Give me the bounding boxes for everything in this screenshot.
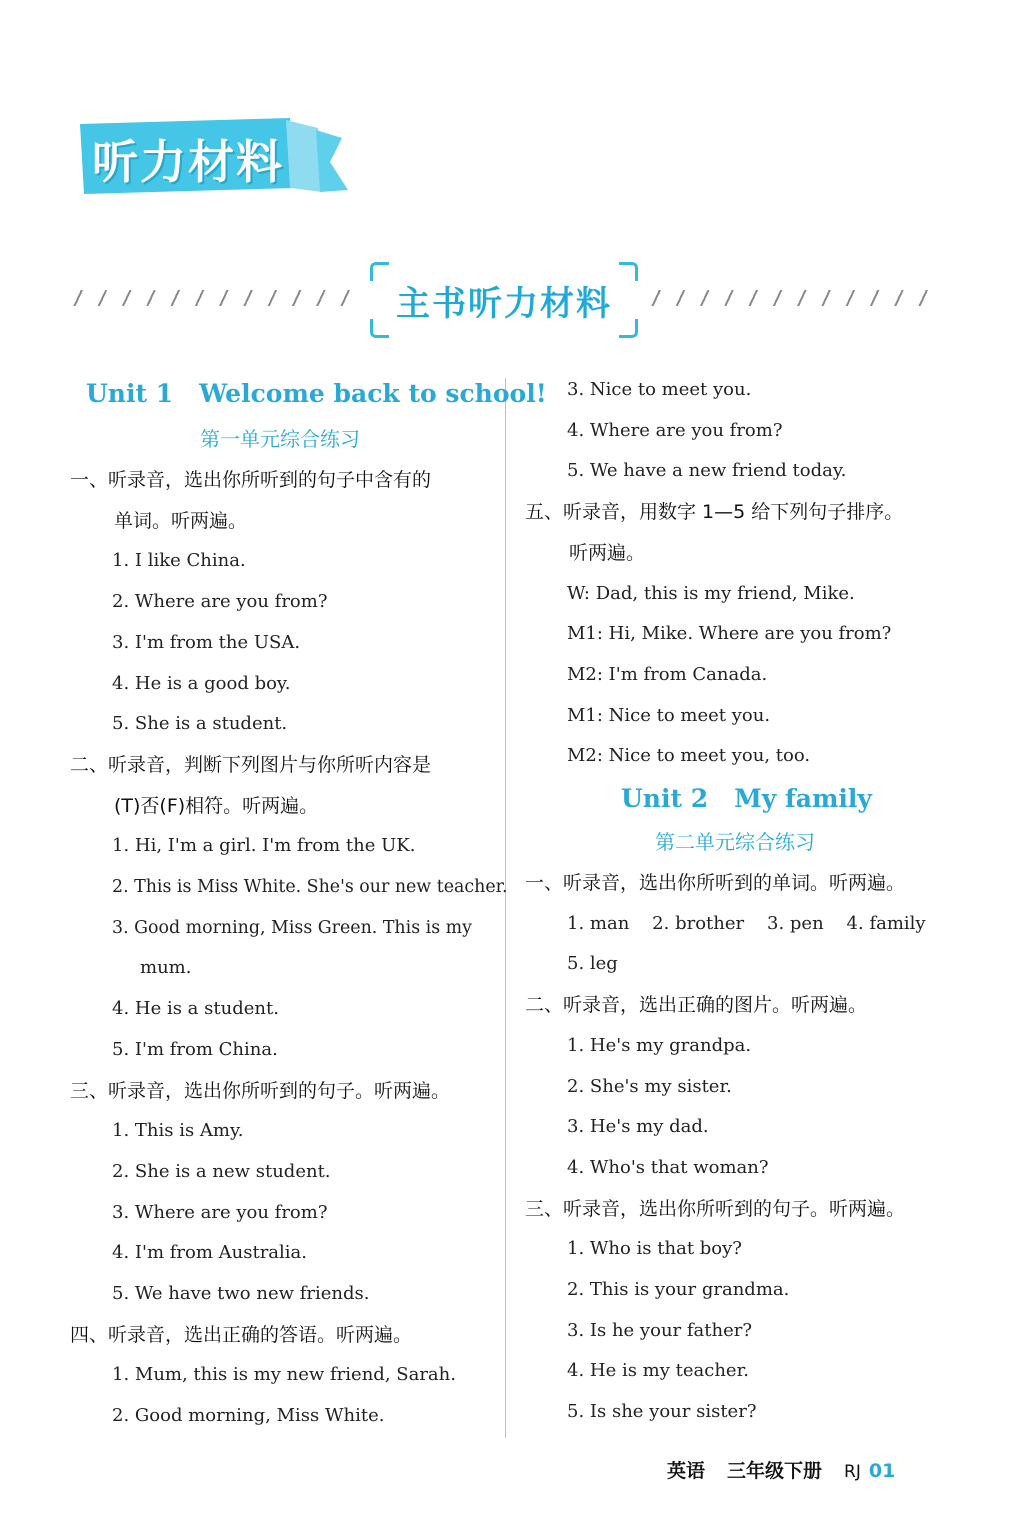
list-item: 4. He is my teacher.	[567, 1360, 749, 1382]
dialogue-line: M2: Nice to meet you, too.	[567, 745, 811, 767]
exercise-subtitle: 第二单元综合练习	[655, 830, 815, 855]
list-item: 1. This is Amy.	[112, 1120, 244, 1142]
list-item: 4. Where are you from?	[567, 419, 783, 441]
unit-name: Welcome back to school!	[199, 379, 547, 408]
list-item: 5. I'm from China.	[112, 1038, 278, 1060]
list-item: 2. Good morning, Miss White.	[112, 1405, 385, 1427]
list-item: 1. Hi, I'm a girl. I'm from the UK.	[112, 835, 416, 857]
list-item: 2. Where are you from?	[112, 591, 328, 613]
list-item: 4. He is a student.	[112, 998, 279, 1020]
list-item: 1. I like China.	[112, 550, 246, 572]
list-item: 4. He is a good boy.	[112, 672, 291, 694]
list-item: 5. Is she your sister?	[567, 1401, 757, 1423]
question-title: 四、听录音，选出正确的答语。听两遍。	[70, 1323, 413, 1346]
unit-number: Unit 1	[86, 379, 174, 408]
question-title: 二、听录音，判断下列图片与你所听内容是	[70, 753, 432, 776]
list-item: 3. Nice to meet you.	[567, 379, 752, 400]
question-title: 一、听录音，选出你所听到的句子中含有的	[70, 469, 432, 491]
list-item: 1. Mum, this is my new friend, Sarah.	[112, 1364, 456, 1386]
column-divider	[505, 378, 506, 1438]
list-item: 5. We have a new friend today.	[567, 460, 847, 482]
question-heading	[525, 1189, 945, 1230]
question-title: 一、听录音，选出你所听到的单词。听两遍。	[525, 872, 906, 895]
page-number: 01	[868, 1460, 896, 1482]
right-column	[525, 370, 945, 1433]
list-item: 2. This is your grandma.	[567, 1279, 790, 1301]
list-item: 5. We have two new friends.	[112, 1283, 370, 1305]
unit-title	[70, 370, 547, 418]
section-title: 主书听力材料	[396, 284, 612, 324]
dialogue-line: M1: Hi, Mike. Where are you from?	[567, 623, 892, 645]
list-item: 4. Who's that woman?	[567, 1156, 769, 1178]
section-header	[72, 262, 938, 338]
list-item: 3. Where are you from?	[112, 1201, 328, 1223]
footer-edition: RJ	[844, 1462, 861, 1482]
list-item: 3. Good morning, Miss Green. This is my	[112, 917, 472, 938]
dialogue-line: M2: I'm from Canada.	[567, 663, 768, 685]
footer-subject: 英语	[667, 1460, 706, 1482]
list-item: 2. She is a new student.	[112, 1160, 331, 1182]
question-title: 三、听录音，选出你所听到的句子。听两遍。	[525, 1197, 906, 1220]
unit-title	[525, 777, 945, 821]
list-item: 5. She is a student.	[112, 713, 288, 735]
question-title: 二、听录音，选出正确的图片。听两遍。	[525, 994, 868, 1017]
hatch-decoration-left	[72, 290, 360, 306]
left-column	[70, 370, 547, 1437]
header-banner	[80, 118, 348, 194]
list-item: 1. He's my grandpa.	[567, 1034, 752, 1056]
footer-grade: 三年级下册	[727, 1460, 823, 1482]
dialogue-line: W: Dad, this is my friend, Mike.	[567, 582, 855, 604]
list-item-cont: mum.	[140, 957, 192, 979]
list-item: 5. leg	[567, 953, 618, 975]
list-item: 2. She's my sister.	[567, 1075, 732, 1097]
question-title: 三、听录音，选出你所听到的句子。听两遍。	[70, 1079, 451, 1102]
question-title: 五、听录音，用数字 1—5 给下列句子排序。	[525, 501, 904, 524]
list-item: 3. Is he your father?	[567, 1319, 752, 1341]
question-heading	[525, 985, 945, 1026]
question-heading	[70, 745, 490, 826]
question-title-cont: 单词。听两遍。	[114, 509, 248, 532]
list-item: 4. I'm from Australia.	[112, 1242, 308, 1264]
banner-title: 听力材料	[92, 135, 284, 189]
question-heading	[70, 1071, 490, 1112]
question-heading	[70, 1315, 490, 1356]
question-heading	[525, 863, 945, 904]
hatch-decoration-right	[650, 290, 938, 306]
list-item: 1. Who is that boy?	[567, 1238, 742, 1260]
list-item: 3. He's my dad.	[567, 1116, 709, 1138]
question-title-cont: (T)否(F)相符。听两遍。	[114, 794, 319, 817]
list-item: 3. I'm from the USA.	[112, 631, 301, 653]
exercise-subtitle: 第一单元综合练习	[200, 427, 360, 451]
unit-number: Unit 2	[621, 784, 709, 814]
list-item: 2. This is Miss White. She's our new teacher.	[112, 877, 508, 898]
dialogue-line: M1: Nice to meet you.	[567, 704, 771, 726]
section-title-box	[370, 262, 638, 338]
list-item: 1. man 2. brother 3. pen 4. family	[567, 912, 926, 934]
question-heading	[70, 460, 490, 541]
question-heading	[525, 492, 945, 573]
question-title-cont: 听两遍。	[569, 541, 646, 564]
unit-name: My family	[734, 784, 872, 814]
page-footer	[667, 1456, 917, 1486]
